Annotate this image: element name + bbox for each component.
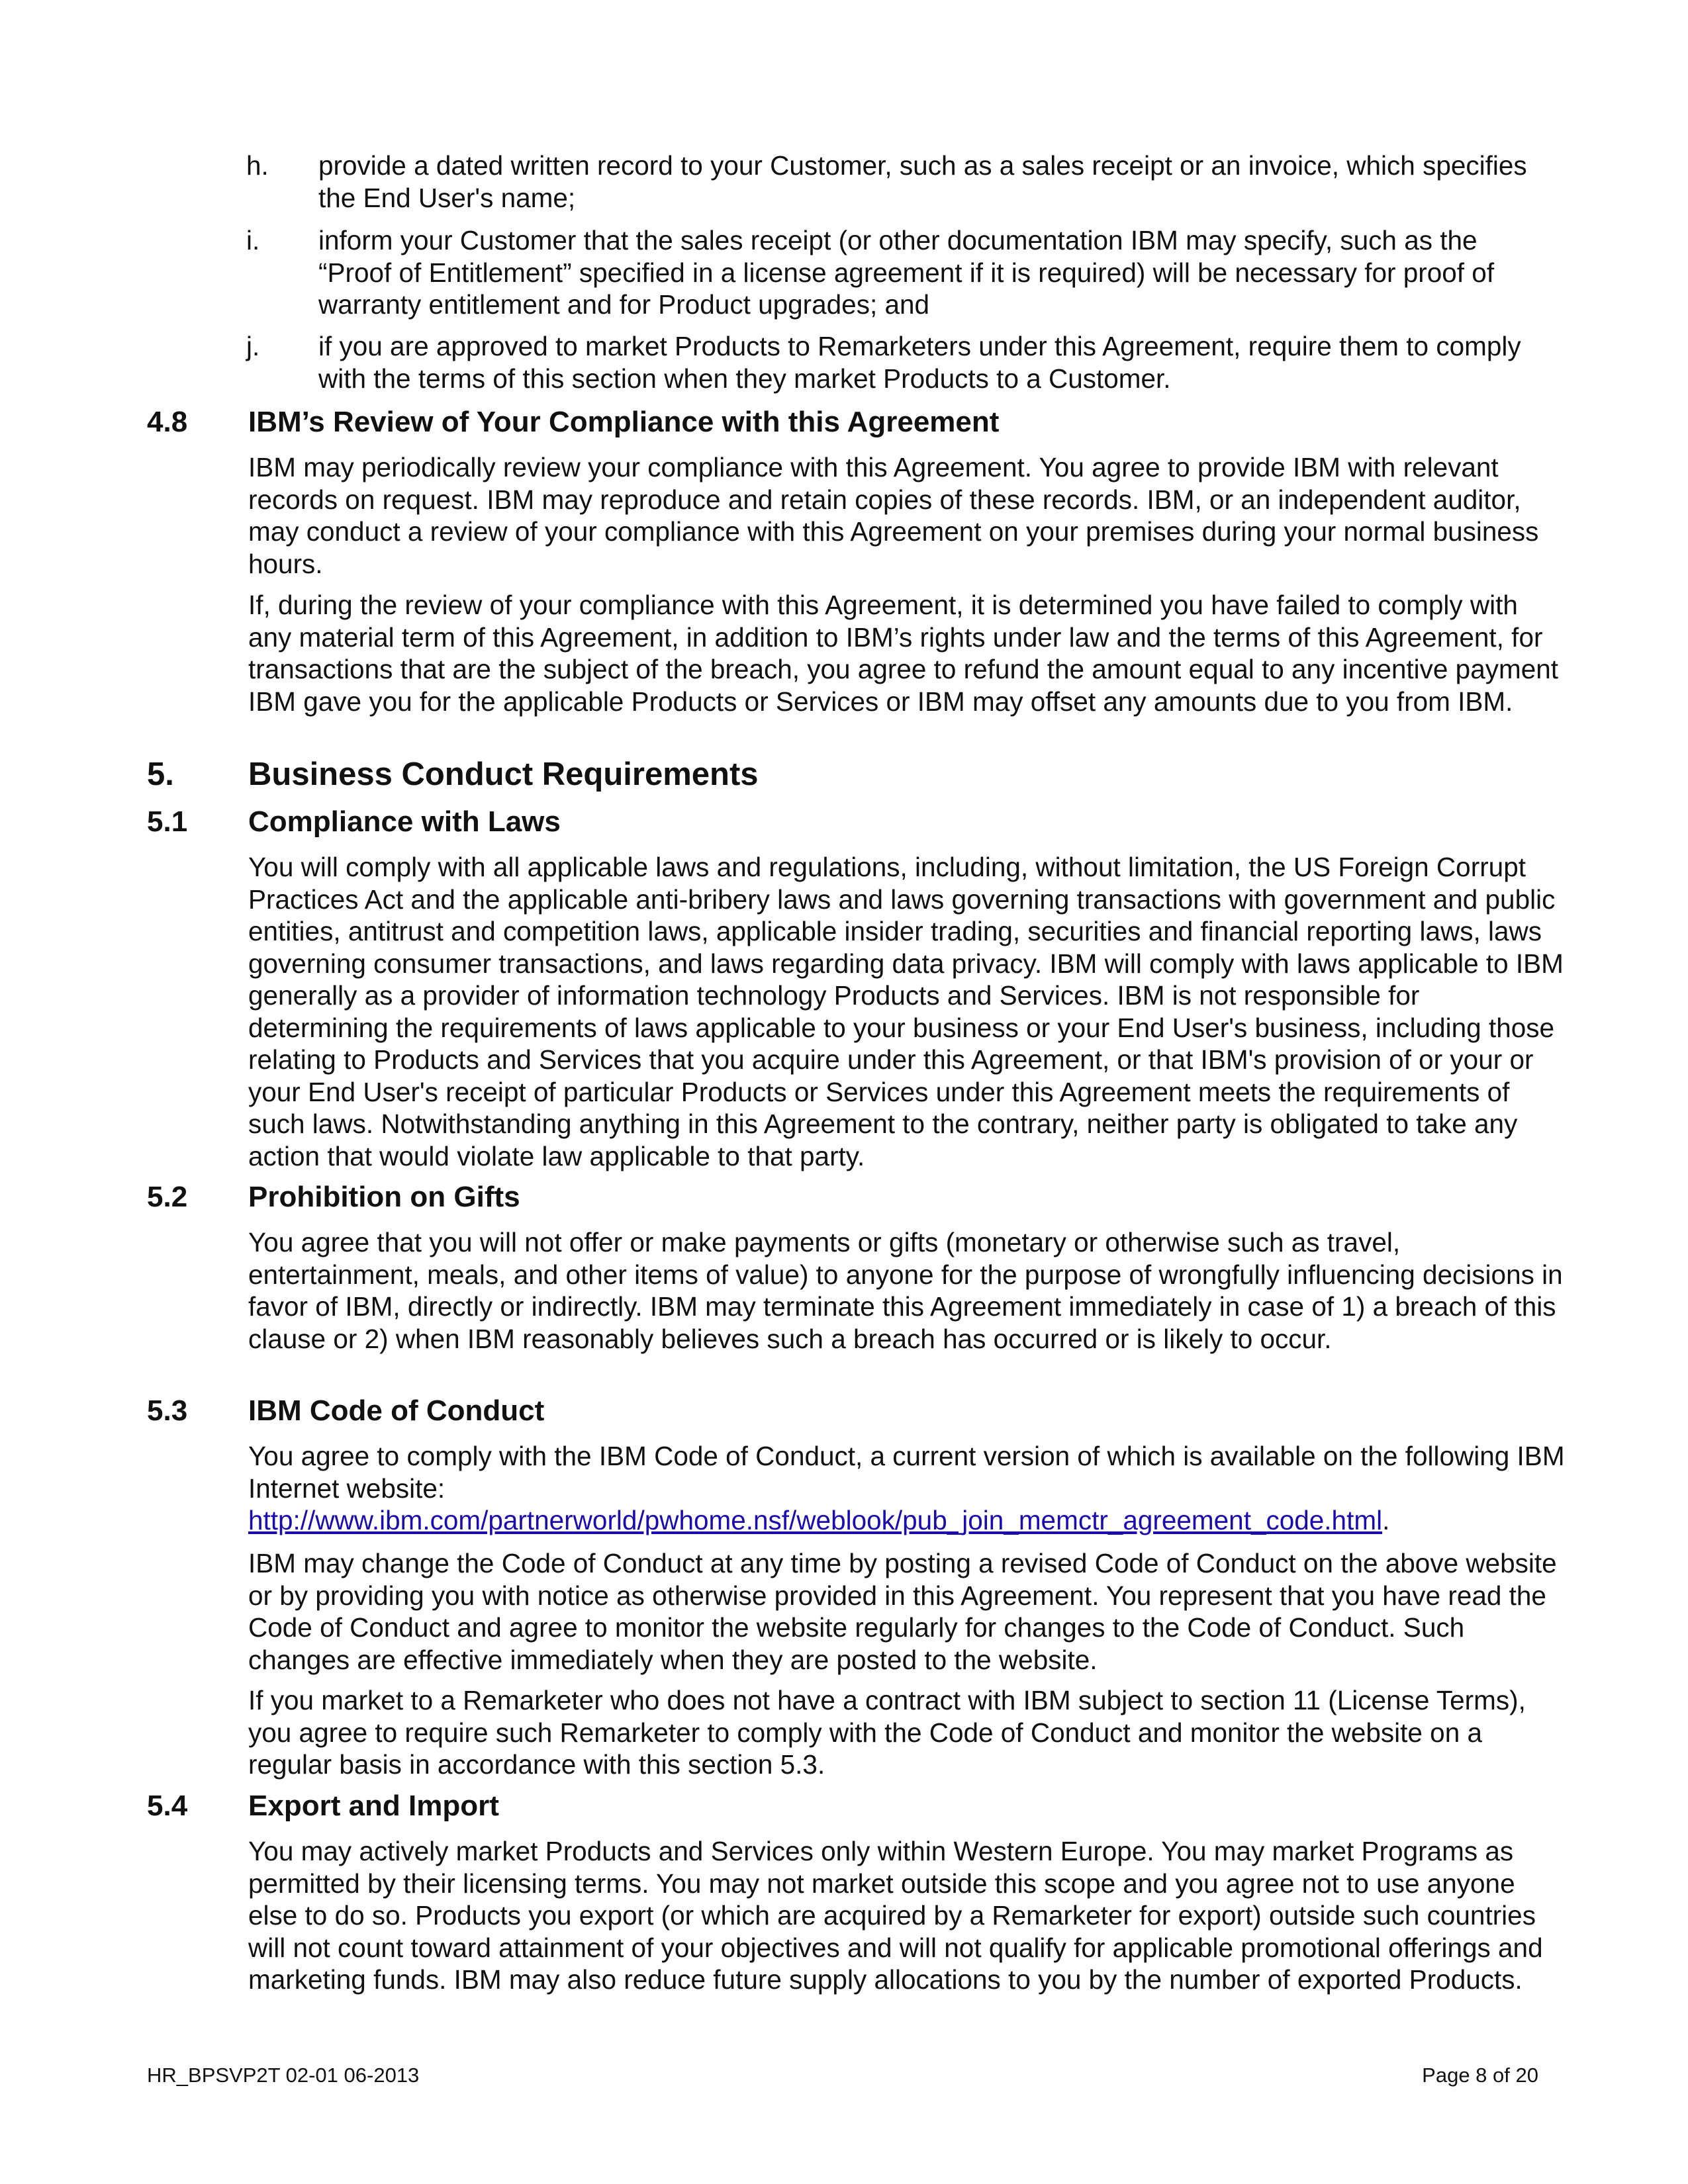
section-number: 4.8 [147, 406, 188, 438]
paragraph: You will comply with all applicable laws and regulations, including, without limitation, the US Foreign Corrupt Practices Act and the applicable anti-bribery laws and laws governing transactions with government and public entities, antitrust and competition laws, applicable insider trading, securities and financial reporting laws, laws governing consumer transactions, and laws regarding data privacy. IBM will comply with laws applicable to IBM generally as a provider of information technology Products and Services. IBM is not responsible for determining the requirements of laws applicable to your business or your End User's business, including those relating to Products and Services that you acquire under this Agreement, or that IBM's provision of or your or your End User's receipt of particular Products or Services under this Agreement meets the requirements of such laws. Notwithstanding anything in this Agreement to the contrary, neither party is obligated to take any action that would violate law applicable to that party. [248, 852, 1564, 1171]
section-number: 5.1 [147, 805, 188, 838]
list-item-text: provide a dated written record to your Customer, such as a sales receipt or an invoice, which specifies the End User's name; [318, 150, 1527, 213]
section-number: 5.3 [147, 1394, 188, 1427]
paragraph: If, during the review of your compliance with this Agreement, it is determined you have failed to comply with any material term of this Agreement, in addition to IBM’s rights under law and the terms of this Agreement, for transactions that are the subject of the breach, you agree to refund the amount equal to any incentive payment IBM gave you for the applicable Products or Services or IBM may offset any amounts due to you from IBM. [248, 590, 1559, 717]
section-heading-5-2 [147, 1180, 520, 1214]
section-number: 5.4 [147, 1790, 188, 1822]
section-number: 5.2 [147, 1181, 188, 1213]
paragraph: IBM may change the Code of Conduct at any time by posting a revised Code of Conduct on the above website or by providing you with notice as otherwise provided in this Agreement. You represent that you have read the Code of Conduct and agree to monitor the website regularly for changes to the Code of Conduct. Such changes are effective immediately when they are posted to the website. [248, 1548, 1557, 1675]
list-item-text: inform your Customer that the sales receipt (or other documentation IBM may specify, such as the “Proof of Entitlement” specified in a license agreement if it is required) will be necessary for proof of warranty entitlement and for Product upgrades; and [318, 225, 1495, 320]
paragraph: If you market to a Remarketer who does not have a contract with IBM subject to section 11 (License Terms), you agree to require such Remarketer to comply with the Code of Conduct and monitor the website on a regular basis in accordance with this section 5.3. [248, 1685, 1526, 1780]
section-title: Compliance with Laws [248, 805, 561, 838]
section-title: Export and Import [248, 1790, 499, 1822]
section-heading-5-3 [147, 1394, 544, 1428]
section-title: Business Conduct Requirements [248, 756, 759, 792]
list-marker: j. [246, 331, 260, 361]
section-heading-5 [147, 756, 759, 793]
footer-page-number: Page 8 of 20 [1422, 2064, 1538, 2087]
paragraph-text: You agree to comply with the IBM Code of Conduct, a current version of which is available on the following IBM Internet website: [248, 1441, 1565, 1504]
footer-document-id: HR_BPSVP2T 02-01 06-2013 [147, 2064, 420, 2087]
section-heading-5-1 [147, 805, 561, 839]
section-heading-4-8 [147, 405, 999, 439]
section-title: Prohibition on Gifts [248, 1181, 520, 1213]
paragraph: IBM may periodically review your compliance with this Agreement. You agree to provide IBM with relevant records on request. IBM may reproduce and retain copies of these records. IBM, or an independent auditor, may conduct a review of your compliance with this Agreement on your premises during your normal business hours. [248, 452, 1539, 579]
paragraph: You agree that you will not offer or make payments or gifts (monetary or otherwise such as travel, entertainment, meals, and other items of value) to anyone for the purpose of wrongfully influencing decisions in favor of IBM, directly or indirectly. IBM may terminate this Agreement immediately in case of 1) a breach of this clause or 2) when IBM reasonably believes such a breach has occurred or is likely to occur. [248, 1227, 1563, 1354]
list-item-text: if you are approved to market Products to Remarketers under this Agreement, require them to comply with the terms of this section when they market Products to a Customer. [318, 331, 1521, 394]
list-marker: h. [246, 150, 269, 181]
section-heading-5-4 [147, 1789, 499, 1823]
code-of-conduct-link[interactable]: http://www.ibm.com/partnerworld/pwhome.nsf/weblook/pub_join_memctr_agreement_code.html [248, 1505, 1383, 1535]
list-item [246, 224, 1544, 321]
list-item [246, 150, 1544, 214]
section-title: IBM Code of Conduct [248, 1394, 545, 1427]
section-number: 5. [147, 756, 174, 792]
section-title: IBM’s Review of Your Compliance with this Agreement [248, 406, 1000, 438]
paragraph [248, 1440, 1566, 1537]
paragraph: You may actively market Products and Services only within Western Europe. You may market Programs as permitted by their licensing terms. You may not market outside this scope and you agree not to use anyone else to do so. Products you export (or which are acquired by a Remarketer for export) outside such countries will not count toward attainment of your objectives and will not qualify for applicable promotional offerings and marketing funds. IBM may also reduce future supply allocations to you by the number of exported Products. [248, 1836, 1543, 1995]
list-item [246, 330, 1544, 394]
link-suffix: . [1382, 1505, 1390, 1535]
list-marker: i. [246, 225, 260, 255]
